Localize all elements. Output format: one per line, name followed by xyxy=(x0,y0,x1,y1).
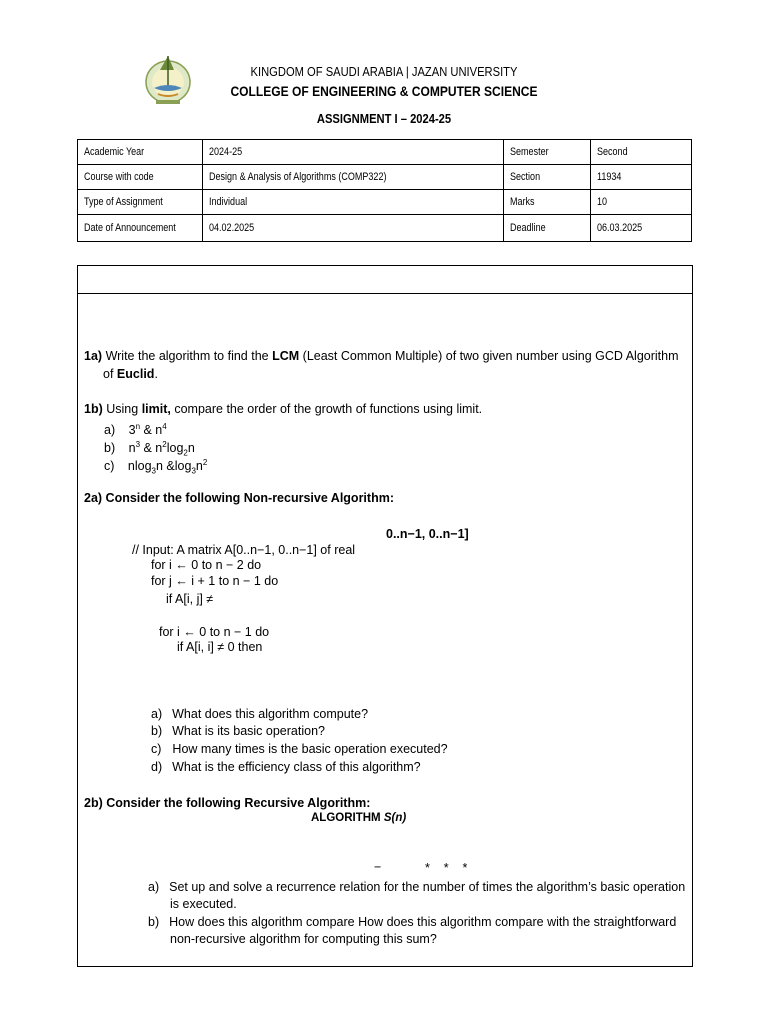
value-cell: 04.02.2025 xyxy=(202,215,503,242)
code-line-if-aij: if A[i, j] ≠ xyxy=(166,592,214,606)
limit-keyword: limit, xyxy=(141,402,171,416)
header-line3: ASSIGNMENT I – 2024-25 xyxy=(316,111,452,126)
code-line-for-i-2: for i ← 0 to n − 1 do xyxy=(159,625,270,639)
algorithm-range-fragment: 0..n−1, 0..n−1] xyxy=(386,527,469,541)
code-line-for-j: for j ← i + 1 to n − 1 do xyxy=(151,574,279,588)
label-cell: Academic Year xyxy=(78,140,203,165)
code-fragment-dash: − xyxy=(374,860,382,874)
table-row xyxy=(78,165,692,190)
label-cell: Date of Announcement xyxy=(78,215,203,242)
euclid-keyword: Euclid xyxy=(116,367,155,381)
header-line2: COLLEGE OF ENGINEERING & COMPUTER SCIENCE xyxy=(230,83,538,99)
question-2b-item-a-line2: is executed. xyxy=(170,897,237,911)
question-2a-item-c: c) How many times is the basic operation executed? xyxy=(151,742,448,756)
question-1a-label: 1a) xyxy=(84,349,103,363)
question-2a-item-b: b) What is its basic operation? xyxy=(151,724,325,738)
question-1b-item-c: c) nlog$_3$n $\&\log_3n^2$ xyxy=(104,458,208,476)
value-cell: 06.03.2025 xyxy=(591,215,692,242)
question-1b-item-a: a) 3$^n$ & $n^4$ xyxy=(104,422,167,438)
questions-box xyxy=(77,265,693,967)
question-1b-label: 1b) xyxy=(84,402,103,416)
code-line-input: // Input: A matrix A[0..n−1, 0..n−1] of real xyxy=(132,543,356,557)
university-logo xyxy=(138,48,202,108)
value-cell: 2024-25 xyxy=(202,140,503,165)
label-cell: Deadline xyxy=(504,215,591,242)
value-cell: Design & Analysis of Algorithms (COMP322) xyxy=(202,165,503,190)
question-1b: 1b) Using limit, compare the order of the growth of functions using limit. xyxy=(84,402,483,416)
algorithm-name: S(n) xyxy=(383,812,407,824)
lcm-keyword: LCM xyxy=(272,349,300,363)
value-cell: Individual xyxy=(202,190,503,215)
question-2b-item-b-line1: b) How does this algorithm compare How does this algorithm compare with the straightforward xyxy=(148,915,677,929)
questions-box-header xyxy=(78,266,692,294)
question-2b-item-a-line1: a) Set up and solve a recurrence relation for the number of times the algorithm’s basic operation xyxy=(148,880,686,894)
code-line-for-i: for i ← 0 to n − 2 do xyxy=(151,558,262,572)
question-1b-item-b: b) $n^3$ & $n^2\log_2n$ xyxy=(104,440,195,458)
question-2a-item-d: d) What is the efficiency class of this algorithm? xyxy=(151,760,421,774)
label-cell: Semester xyxy=(504,140,591,165)
label-cell: Marks xyxy=(504,190,591,215)
value-cell: 10 xyxy=(591,190,692,215)
assignment-title xyxy=(224,111,544,126)
table-row xyxy=(78,215,692,242)
value-cell: 11934 xyxy=(591,165,692,190)
question-2b-heading: 2b) Consider the following Recursive Algorithm: xyxy=(84,796,371,810)
assignment-info-table xyxy=(77,139,692,242)
question-2a-item-a: a) What does this algorithm compute? xyxy=(151,707,369,721)
question-1a-line1: 1a) Write the algorithm to find the LCM (Least Common Multiple) of two given number using GCD Algorithm xyxy=(84,349,679,363)
question-1a-line2: of Euclid. xyxy=(103,367,158,381)
header-line1: KINGDOM OF SAUDI ARABIA | JAZAN UNIVERSITY xyxy=(250,64,518,79)
code-line-if-aii: if A[i, i] ≠ 0 then xyxy=(177,640,263,654)
label-cell: Type of Assignment xyxy=(78,190,203,215)
question-2a-heading: 2a) Consider the following Non-recursive Algorithm: xyxy=(84,491,394,505)
header-college xyxy=(224,83,544,99)
value-cell: Second xyxy=(591,140,692,165)
table-row xyxy=(78,140,692,165)
label-cell: Section xyxy=(504,165,591,190)
header-country-university xyxy=(224,64,544,79)
table-row xyxy=(78,190,692,215)
question-2b-item-b-line2: non-recursive algorithm for computing this sum? xyxy=(170,932,437,946)
algorithm-title: ALGORITHM S(n) xyxy=(311,812,407,824)
code-fragment-stars: * * * xyxy=(425,861,468,875)
label-cell: Course with code xyxy=(78,165,203,190)
